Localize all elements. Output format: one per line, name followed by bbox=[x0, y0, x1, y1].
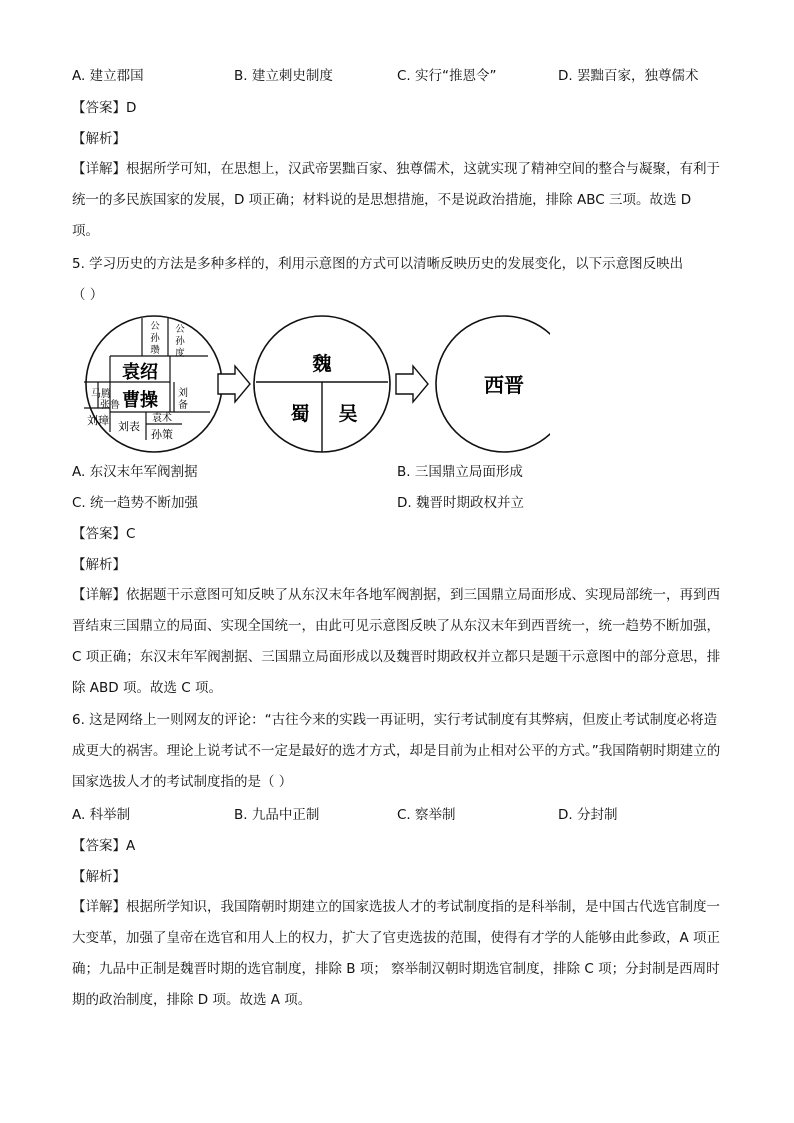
q6-option-d: D. 分封制 bbox=[558, 807, 618, 823]
q5-analysis-label: 【解析】 bbox=[72, 557, 126, 573]
q6-stem: 6. 这是网络上一则网友的评论：“古往今来的实践一再证明，实行考试制度有其弊病，但废止考试制度必将造成更大的祸害。理论上说考试不一定是最好的选才方式，却是目前为止相对公平的方式。”我国隋朝时期建立的国家选拔人才的考试制度指的是（ ） bbox=[72, 712, 721, 790]
label-liu-bei: 刘 bbox=[178, 388, 188, 399]
q5-option-a: A. 东汉末年军阀割据 bbox=[72, 464, 198, 480]
q4-detail: 【详解】根据所学可知，在思想上，汉武帝罢黜百家、独尊儒术，这就实现了精神空间的整合与凝聚，有利于统一的多民族国家的发展，D 项正确；材料说的是思想措施，不是说政治措施，排除 ABC 三项。故选 D 项。 bbox=[72, 161, 720, 239]
label-gongsun-du: 公 bbox=[175, 324, 185, 335]
label-liu-biao: 刘表 bbox=[118, 420, 140, 433]
q5-stem-line2: （ ） bbox=[72, 287, 104, 303]
circle-three-kingdoms bbox=[254, 316, 390, 452]
q5-option-d: D. 魏晋时期政权并立 bbox=[397, 495, 524, 511]
q5-stem-line1: 5. 学习历史的方法是多种多样的，利用示意图的方式可以清晰反映历史的发展变化，以下示意图反映出 bbox=[72, 256, 684, 272]
q4-answer: 【答案】D bbox=[72, 100, 137, 116]
svg-text:孙: 孙 bbox=[150, 333, 160, 344]
label-wu: 吴 bbox=[338, 403, 358, 425]
label-sun-ce: 孙策 bbox=[151, 428, 173, 441]
q5-detail: 【详解】依据题干示意图可知反映了从东汉末年各地军阀割据，到三国鼎立局面形成、实现局部统一，再到西晋结束三国鼎立的局面、实现全国统一，由此可见示意图反映了从东汉末年到西晋统一，统一趋势不断加强，C 项正确；东汉末年军阀割据、三国鼎立局面形成以及魏晋时期政权并立都只是题干示意图中的部分意思，排除 ABD 项。故选 C 项。 bbox=[72, 587, 721, 696]
label-cao-cao: 曹操 bbox=[122, 390, 158, 411]
q5-diagram bbox=[70, 312, 550, 456]
label-yuan-shao: 袁绍 bbox=[122, 362, 158, 383]
svg-text:度: 度 bbox=[175, 348, 185, 359]
label-xijin: 西晋 bbox=[484, 373, 524, 397]
q6-option-b: B. 九品中正制 bbox=[234, 807, 320, 823]
circle-warlords bbox=[84, 316, 222, 452]
q4-option-a: A. 建立郡国 bbox=[72, 68, 144, 84]
q6-analysis-label: 【解析】 bbox=[72, 869, 126, 885]
label-yuan-shu: 袁术 bbox=[152, 413, 172, 424]
q6-answer: 【答案】A bbox=[72, 838, 136, 854]
q6-detail: 【详解】根据所学知识，我国隋朝时期建立的国家选拔人才的考试制度指的是科举制，是中国古代选官制度一大变革，加强了皇帝在选官和用人上的权力，扩大了官吏选拔的范围，使得有才学的人能够由此参政，A 项正确；九品中正制是魏晋时期的选官制度，排除 B 项； 察举制汉朝时期选官制度，排除 C 项；分封制是西周时期的政治制度，排除 D 项。故选 A 项。 bbox=[72, 899, 721, 1008]
q5-answer: 【答案】C bbox=[72, 526, 136, 542]
circle-western-jin bbox=[436, 316, 550, 452]
label-shu: 蜀 bbox=[290, 403, 310, 425]
q4-option-d: D. 罢黜百家，独尊儒术 bbox=[558, 68, 699, 84]
svg-text:孙: 孙 bbox=[175, 336, 185, 347]
q5-option-c: C. 统一趋势不断加强 bbox=[72, 495, 199, 511]
svg-text:瓒: 瓒 bbox=[150, 345, 160, 356]
label-liu-zhang: 刘璋 bbox=[87, 414, 109, 427]
q6-option-c: C. 察举制 bbox=[397, 807, 456, 823]
q4-analysis-label: 【解析】 bbox=[72, 131, 126, 147]
label-gongsun-zan: 公 bbox=[150, 321, 160, 332]
q4-option-c: C. 实行“推恩令” bbox=[397, 68, 497, 84]
svg-text:备: 备 bbox=[178, 400, 188, 411]
q6-option-a: A. 科举制 bbox=[72, 807, 131, 823]
q4-option-b: B. 建立刺史制度 bbox=[234, 68, 333, 84]
q5-option-b: B. 三国鼎立局面形成 bbox=[397, 464, 523, 480]
label-zhang-lu: 张鲁 bbox=[100, 400, 120, 411]
label-ma-teng: 马腾 bbox=[91, 389, 111, 400]
arrow-2 bbox=[396, 366, 428, 402]
label-wei: 魏 bbox=[312, 353, 332, 375]
arrow-1 bbox=[218, 366, 250, 402]
